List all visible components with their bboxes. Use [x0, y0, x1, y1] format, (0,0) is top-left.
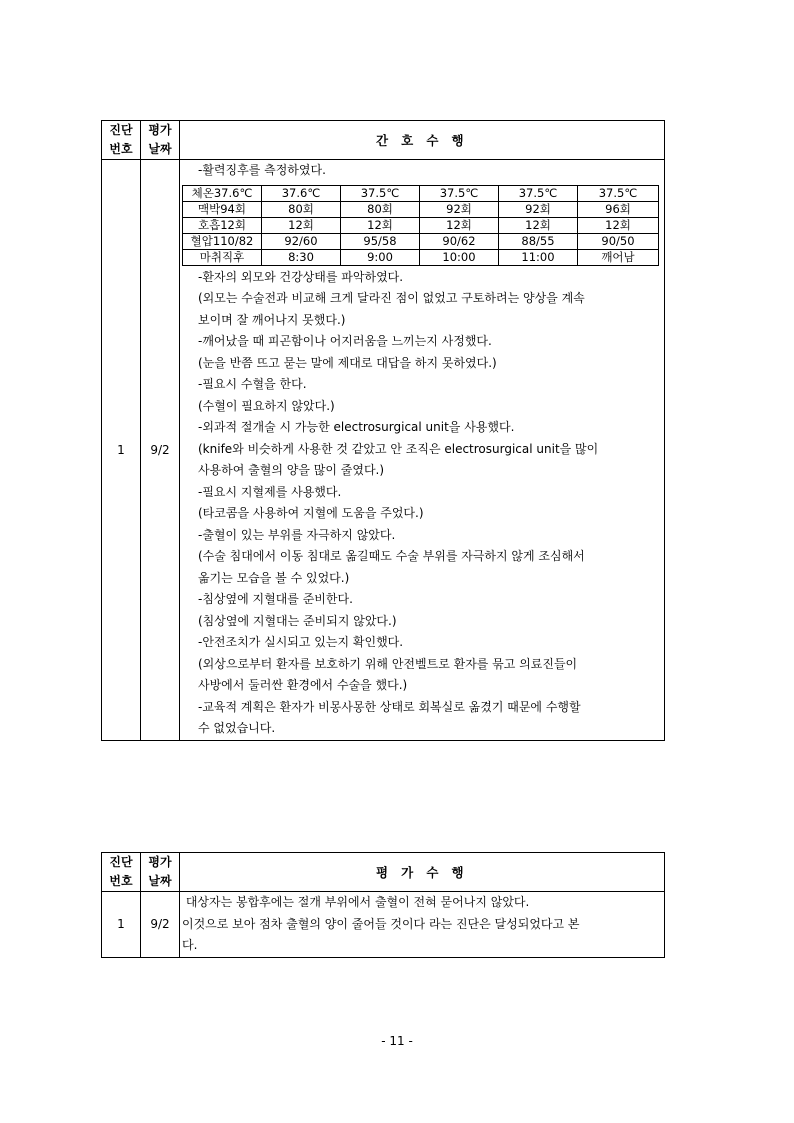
header-line: 날짜: [148, 874, 172, 888]
content-line: -외과적 절개술 시 가능한 electrosurgical unit을 사용했다.: [198, 420, 515, 434]
vital-signs-cell: 10:00: [420, 249, 499, 265]
diagnosis-number: 1: [102, 892, 141, 958]
content-line: (침상옆에 지혈대는 준비되지 않았다.): [198, 613, 397, 628]
content-line: (수혈이 필요하지 않았다.): [198, 398, 335, 413]
vital-signs-cell: 12회: [341, 217, 420, 233]
nursing-performance-table: [101, 120, 665, 741]
header-line: 날짜: [148, 142, 172, 156]
vital-signs-cell: 8:30: [262, 249, 341, 265]
vital-signs-cell: 80회: [341, 201, 420, 217]
vital-signs-cell: 37.5℃: [499, 185, 578, 201]
vital-signs-cell: 37.5℃: [420, 185, 499, 201]
content-line: 옮기는 모습을 볼 수 있었다.): [198, 570, 350, 585]
evaluation-line: 다.: [182, 938, 198, 952]
vital-signs-cell: 깨어남: [578, 249, 659, 265]
vital-signs-row: [183, 249, 659, 265]
content-line: (knife와 비슷하게 사용한 것 같았고 안 조직은 electrosurgical unit을 많이: [198, 441, 599, 456]
header-line: 진단: [109, 123, 133, 137]
page-number: - 11 -: [381, 1034, 413, 1048]
content-line: -필요시 수혈을 한다.: [198, 377, 307, 391]
vital-signs-cell: 9:00: [341, 249, 420, 265]
vital-signs-cell: 92/60: [262, 233, 341, 249]
vital-signs-cell: 12회: [262, 217, 341, 233]
content-line: -안전조치가 실시되고 있는지 확인했다.: [198, 635, 404, 649]
vital-signs-cell: 88/55: [499, 233, 578, 249]
evaluation-performance-title: 평 가 수 행: [180, 853, 665, 892]
vital-signs-row: [183, 217, 659, 233]
header-line: 평가: [148, 123, 172, 137]
content-line: 사용하여 출혈의 양을 많이 줄였다.): [198, 463, 385, 477]
evaluation-performance-table: [101, 852, 665, 958]
content-line: 사방에서 둘러싼 환경에서 수술을 했다.): [198, 678, 408, 692]
content-line: -교육적 계획은 환자가 비몽사몽한 상태로 회복실로 옮겼기 때문에 수행할: [198, 699, 581, 714]
evaluation-date: 9/2: [141, 892, 180, 958]
nursing-content: [180, 160, 665, 741]
vital-signs-cell: 마취직후: [183, 249, 262, 265]
evaluation-date-header: [141, 121, 180, 160]
vital-signs-cell: 95/58: [341, 233, 420, 249]
content-line: (외모는 수술전과 비교해 크게 달라진 점이 없었고 구토하려는 양상을 계속: [198, 291, 585, 305]
vital-signs-row: [183, 233, 659, 249]
content-line: -필요시 지혈제를 사용했다.: [198, 484, 342, 499]
content-line: -출혈이 있는 부위를 자극하지 않았다.: [198, 527, 396, 542]
diagnosis-number-header: [102, 121, 141, 160]
vital-signs-cell: 12회: [499, 217, 578, 233]
vital-signs-cell: 체온37.6℃: [183, 185, 262, 201]
header-line: 번호: [109, 142, 133, 156]
header-line: 번호: [109, 874, 133, 888]
nursing-performance-title: 간 호 수 행: [180, 121, 665, 160]
diagnosis-number: 1: [102, 160, 141, 741]
content-line: (타코콤을 사용하여 지혈에 도움을 주었다.): [198, 506, 424, 520]
content-line: -환자의 외모와 건강상태를 파악하였다.: [198, 269, 404, 284]
vital-signs-cell: 11:00: [499, 249, 578, 265]
evaluation-date: 9/2: [141, 160, 180, 741]
vital-signs-cell: 12회: [578, 217, 659, 233]
content-line: -깨어났을 때 피곤함이나 어지러움을 느끼는지 사정했다.: [198, 334, 492, 348]
vital-signs-cell: 96회: [578, 201, 659, 217]
content-line: (수술 침대에서 이동 침대로 옮길때도 수술 부위를 자극하지 않게 조심해서: [198, 549, 585, 563]
vital-signs-cell: 37.5℃: [578, 185, 659, 201]
content-line: 보이며 잘 깨어나지 못했다.): [198, 312, 346, 327]
diagnosis-number-header: [102, 853, 141, 892]
evaluation-line: 대상자는 봉합후에는 절개 부위에서 출혈이 전혀 묻어나지 않았다.: [182, 895, 530, 909]
vital-signs-cell: 호흡12회: [183, 217, 262, 233]
vital-signs-cell: 맥박94회: [183, 201, 262, 217]
vital-signs-cell: 92회: [420, 201, 499, 217]
content-line: 수 없었습니다.: [198, 721, 276, 735]
vital-signs-cell: 90/62: [420, 233, 499, 249]
content-line: (외상으로부터 환자를 보호하기 위해 안전벨트로 환자를 묶고 의료진들이: [198, 656, 578, 671]
vital-signs-row: [183, 185, 659, 201]
vital-signs-cell: 혈압110/82: [183, 233, 262, 249]
vital-signs-row: [183, 201, 659, 217]
evaluation-content: [180, 892, 665, 958]
vital-signs-table: [182, 185, 659, 266]
content-line: (눈을 반쯤 뜨고 묻는 말에 제대로 대답을 하지 못하였다.): [198, 355, 497, 370]
intro-line: -활력징후를 측정하였다.: [198, 163, 326, 177]
evaluation-date-header: [141, 853, 180, 892]
vital-signs-cell: 90/50: [578, 233, 659, 249]
vital-signs-cell: 12회: [420, 217, 499, 233]
vital-signs-cell: 92회: [499, 201, 578, 217]
evaluation-line: 이것으로 보아 점차 출혈의 양이 줄어들 것이다 라는 진단은 달성되었다고 본: [182, 916, 580, 931]
vital-signs-cell: 37.6℃: [262, 185, 341, 201]
header-line: 평가: [148, 855, 172, 869]
vital-signs-cell: 80회: [262, 201, 341, 217]
content-line: -침상옆에 지혈대를 준비한다.: [198, 592, 353, 606]
vital-signs-cell: 37.5℃: [341, 185, 420, 201]
header-line: 진단: [109, 855, 133, 869]
